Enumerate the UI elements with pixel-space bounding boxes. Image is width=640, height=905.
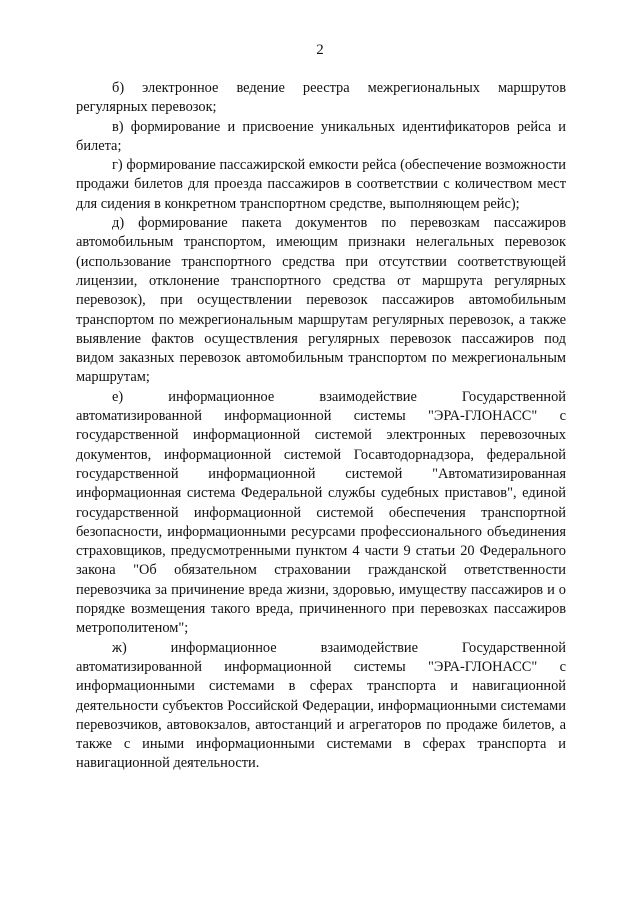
paragraph-e: е) информационное взаимодействие Государственной автоматизированной информационной системы "ЭРА-ГЛОНАСС" с государственной информационной системой электронных перевозочных документов, информационной системой Госавтодорнадзора, федеральной государственной информационной системой "Автоматизированная информационная система Федеральной службы судебных приставов", единой государственной информационной системой обеспечения транспортной безопасности, информационными ресурсами профессионального объединения страховщиков, предусмотренными пунктом 4 части 9 статьи 20 Федерального закона "Об обязательном страховании гражданской ответственности перевозчика за причинение вреда жизни, здоровью, имуществу пассажиров и о порядке возмещения такого вреда, причиненного при перевозках пассажиров метрополитеном"; xyxy=(76,388,566,637)
paragraph-b: б) электронное ведение реестра межрегиональных маршрутов регулярных перевозок; xyxy=(76,80,566,116)
document-body xyxy=(76,79,566,774)
paragraph-zh: ж) информационное взаимодействие Государственной автоматизированной информационной системы "ЭРА-ГЛОНАСС" с информационными системами в сферах транспорта и навигационной деятельности субъектов Российской Федерации, информационными системами перевозчиков, автовокзалов, автостанций и агрегаторов по продаже билетов, а также с иными информационными системами в сферах транспорта и навигационной деятельности. xyxy=(76,639,566,772)
page-number: 2 xyxy=(316,42,324,58)
paragraph-v: в) формирование и присвоение уникальных идентификаторов рейса и билета; xyxy=(76,118,566,154)
paragraph-g: г) формирование пассажирской емкости рейса (обеспечение возможности продажи билетов для проезда пассажиров в соответствии с количеством мест для сидения в конкретном транспортном средстве, выполняющем рейс); xyxy=(76,157,566,212)
paragraph-d: д) формирование пакета документов по перевозкам пассажиров автомобильным транспортом, имеющим признаки нелегальных перевозок (использование транспортного средства при отсутствии соответствующей лицензии, отклонение транспортного средства от маршрута регулярных перевозок), при осуществлении перевозок пассажиров автомобильным транспортом по межрегиональным маршрутам регулярных перевозок, а также выявление фактов осуществления регулярных перевозок пассажиров под видом заказных перевозок автомобильным транспортом по межрегиональным маршрутам; xyxy=(76,215,566,386)
